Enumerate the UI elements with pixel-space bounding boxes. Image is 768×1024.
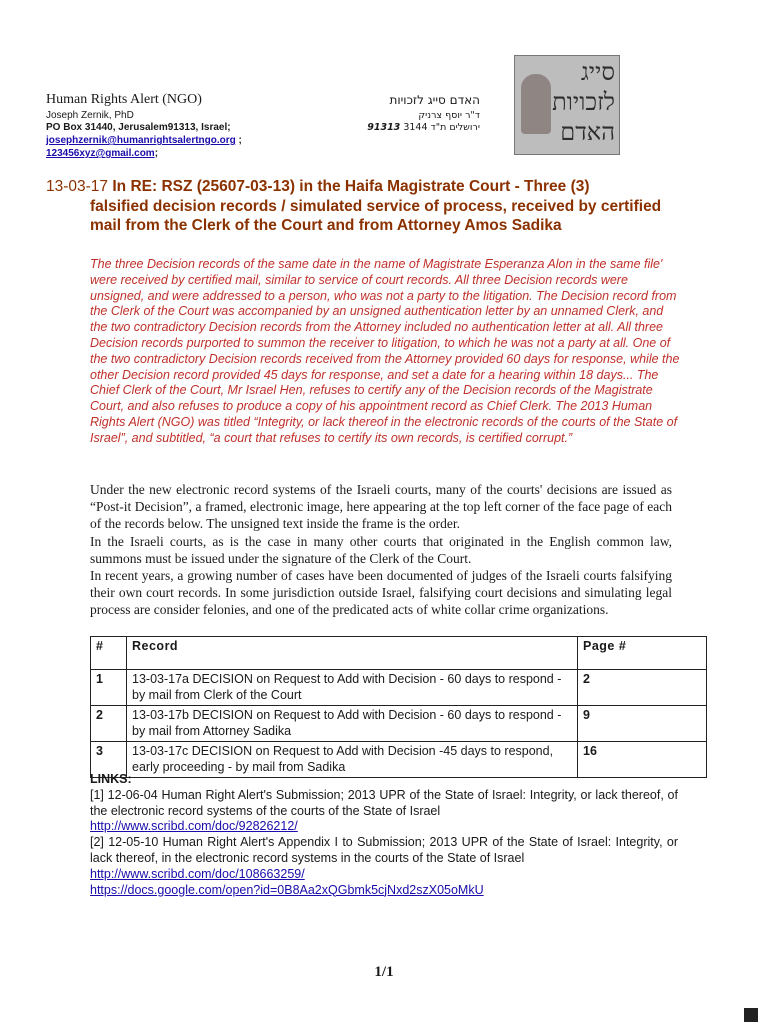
corner-mark-icon (744, 1008, 758, 1022)
link-2-description: [2] 12-05-10 Human Right Alert's Appendix I to Submission; 2013 UPR of the State of Israel: Integrity, or lack thereof, in the electronic record systems in the courts of the State of Israel (90, 835, 678, 865)
logo-figure-icon (521, 74, 551, 134)
link-2-url[interactable]: http://www.scribd.com/doc/108663259/ (90, 866, 305, 881)
link-1-url[interactable]: http://www.scribd.com/doc/92826212/ (90, 819, 298, 834)
email-link-1[interactable]: josephzernik@humanrightsalertngo.org (46, 135, 236, 146)
body-paragraph-3: In recent years, a growing number of cases have been documented of judges of the Israeli courts falsifying their own court records. In some jurisdiction outside Israel, falsifying court decisions and simulating legal process are consider felonies, and one of the predicated acts of white collar crime organizations. (90, 568, 672, 618)
col-header-number: # (91, 637, 127, 670)
table-row (91, 670, 707, 706)
email-link-2[interactable]: 123456xyz@gmail.com (46, 148, 155, 159)
body-text (90, 481, 672, 619)
link-3-url[interactable]: https://docs.google.com/open?id=0B8Aa2xQGbmk5cjNxd2szX05oMkU (90, 882, 484, 897)
row-number: 2 (91, 706, 127, 742)
records-table (90, 636, 707, 778)
hebrew-org-name: האדם סייג לזכויות (389, 93, 480, 107)
title-line-1: In RE: RSZ (25607-03-13) in the Haifa Magistrate Court - Three (3) (112, 178, 590, 195)
row-record: 13-03-17a DECISION on Request to Add with Decision - 60 days to respond - by mail from Clerk of the Court (127, 670, 578, 706)
row-record: 13-03-17c DECISION on Request to Add with Decision -45 days to respond, early proceeding - by mail from Sadika (127, 742, 578, 778)
body-paragraph-2: In the Israeli courts, as is the case in many other courts that originated in the English common law, summons must be issued under the signature of the Clerk of the Court. (90, 533, 672, 566)
hebrew-address: ירושלים ת"ד 3144 91313 (367, 122, 480, 133)
link-1-description: [1] 12-06-04 Human Right Alert's Submission; 2013 UPR of the State of Israel: Integrity, or lack thereof, of the electronic record systems of the courts of the State of Israel (90, 787, 678, 818)
table-header-row (91, 637, 707, 670)
title-date: 13-03-17 (46, 178, 109, 195)
person-name: Joseph Zernik, PhD (46, 110, 134, 121)
document-title (46, 177, 686, 236)
body-paragraph-1: Under the new electronic record systems of the Israeli courts, many of the courts' decisions are issued as “Post-it Decision”, a framed, electronic image, here appearing at the top left corner of the face page of each of the records below. The unsigned text inside the frame is the order. (90, 482, 672, 532)
organization-logo: סייג לזכויות האדם (514, 55, 620, 155)
row-page: 16 (578, 742, 707, 778)
row-record: 13-03-17b DECISION on Request to Add with Decision - 60 days to respond - by mail from Attorney Sadika (127, 706, 578, 742)
page-number: 1/1 (374, 964, 394, 980)
links-header: LINKS: (90, 772, 132, 786)
col-header-record: Record (127, 637, 578, 670)
abstract-text: The three Decision records of the same date in the name of Magistrate Esperanza Alon in the same file' were received by certified mail, similar to service of court records. All three Decision records were unsigned, and were addressed to a person, who was not a party to the litigation. The Decision record from the Clerk of the Court was accompanied by an unsigned authentication letter by an unnamed Clerk, and the two contradictory Decision records from the Attorney included no authentication letter at all. All three Decision records purported to summon the receiver to litigation, to which he was not a party at all. One of the two contradictory Decision records received from the Attorney provided 60 days for response, while the other Decision record provided 45 days for response, and set a date for a hearing within 18 days... The Chief Clerk of the Court, Mr Israel Hen, refuses to certify any of the Decision records of the Magistrate Court, and also refuses to produce a copy of his appointment record as Chief Clerk. The 2013 Human Rights Alert (NGO) was titled “Integrity, or lack thereof in the electronic records of the courts of the State of Israel”, and subtitled, “a court that refuses to certify its own records, is certified corrupt.” (90, 257, 680, 445)
postal-address: PO Box 31440, Jerusalem91313, Israel; (46, 122, 231, 133)
row-number: 1 (91, 670, 127, 706)
title-continuation: falsified decision records / simulated service of process, received by certified mail from the Clerk of the Court and from Attorney Amos Sadika (90, 197, 662, 234)
col-header-page: Page # (578, 637, 707, 670)
email-line-1: josephzernik@humanrightsalertngo.org ; (46, 135, 242, 146)
table-row (91, 706, 707, 742)
row-page: 9 (578, 706, 707, 742)
links-section (90, 772, 678, 898)
row-number: 3 (91, 742, 127, 778)
org-name: Human Rights Alert (NGO) (46, 92, 202, 107)
row-page: 2 (578, 670, 707, 706)
hebrew-person-name: ד"ר יוסף צרניק (418, 110, 480, 121)
email-line-2: 123456xyz@gmail.com; (46, 148, 159, 159)
